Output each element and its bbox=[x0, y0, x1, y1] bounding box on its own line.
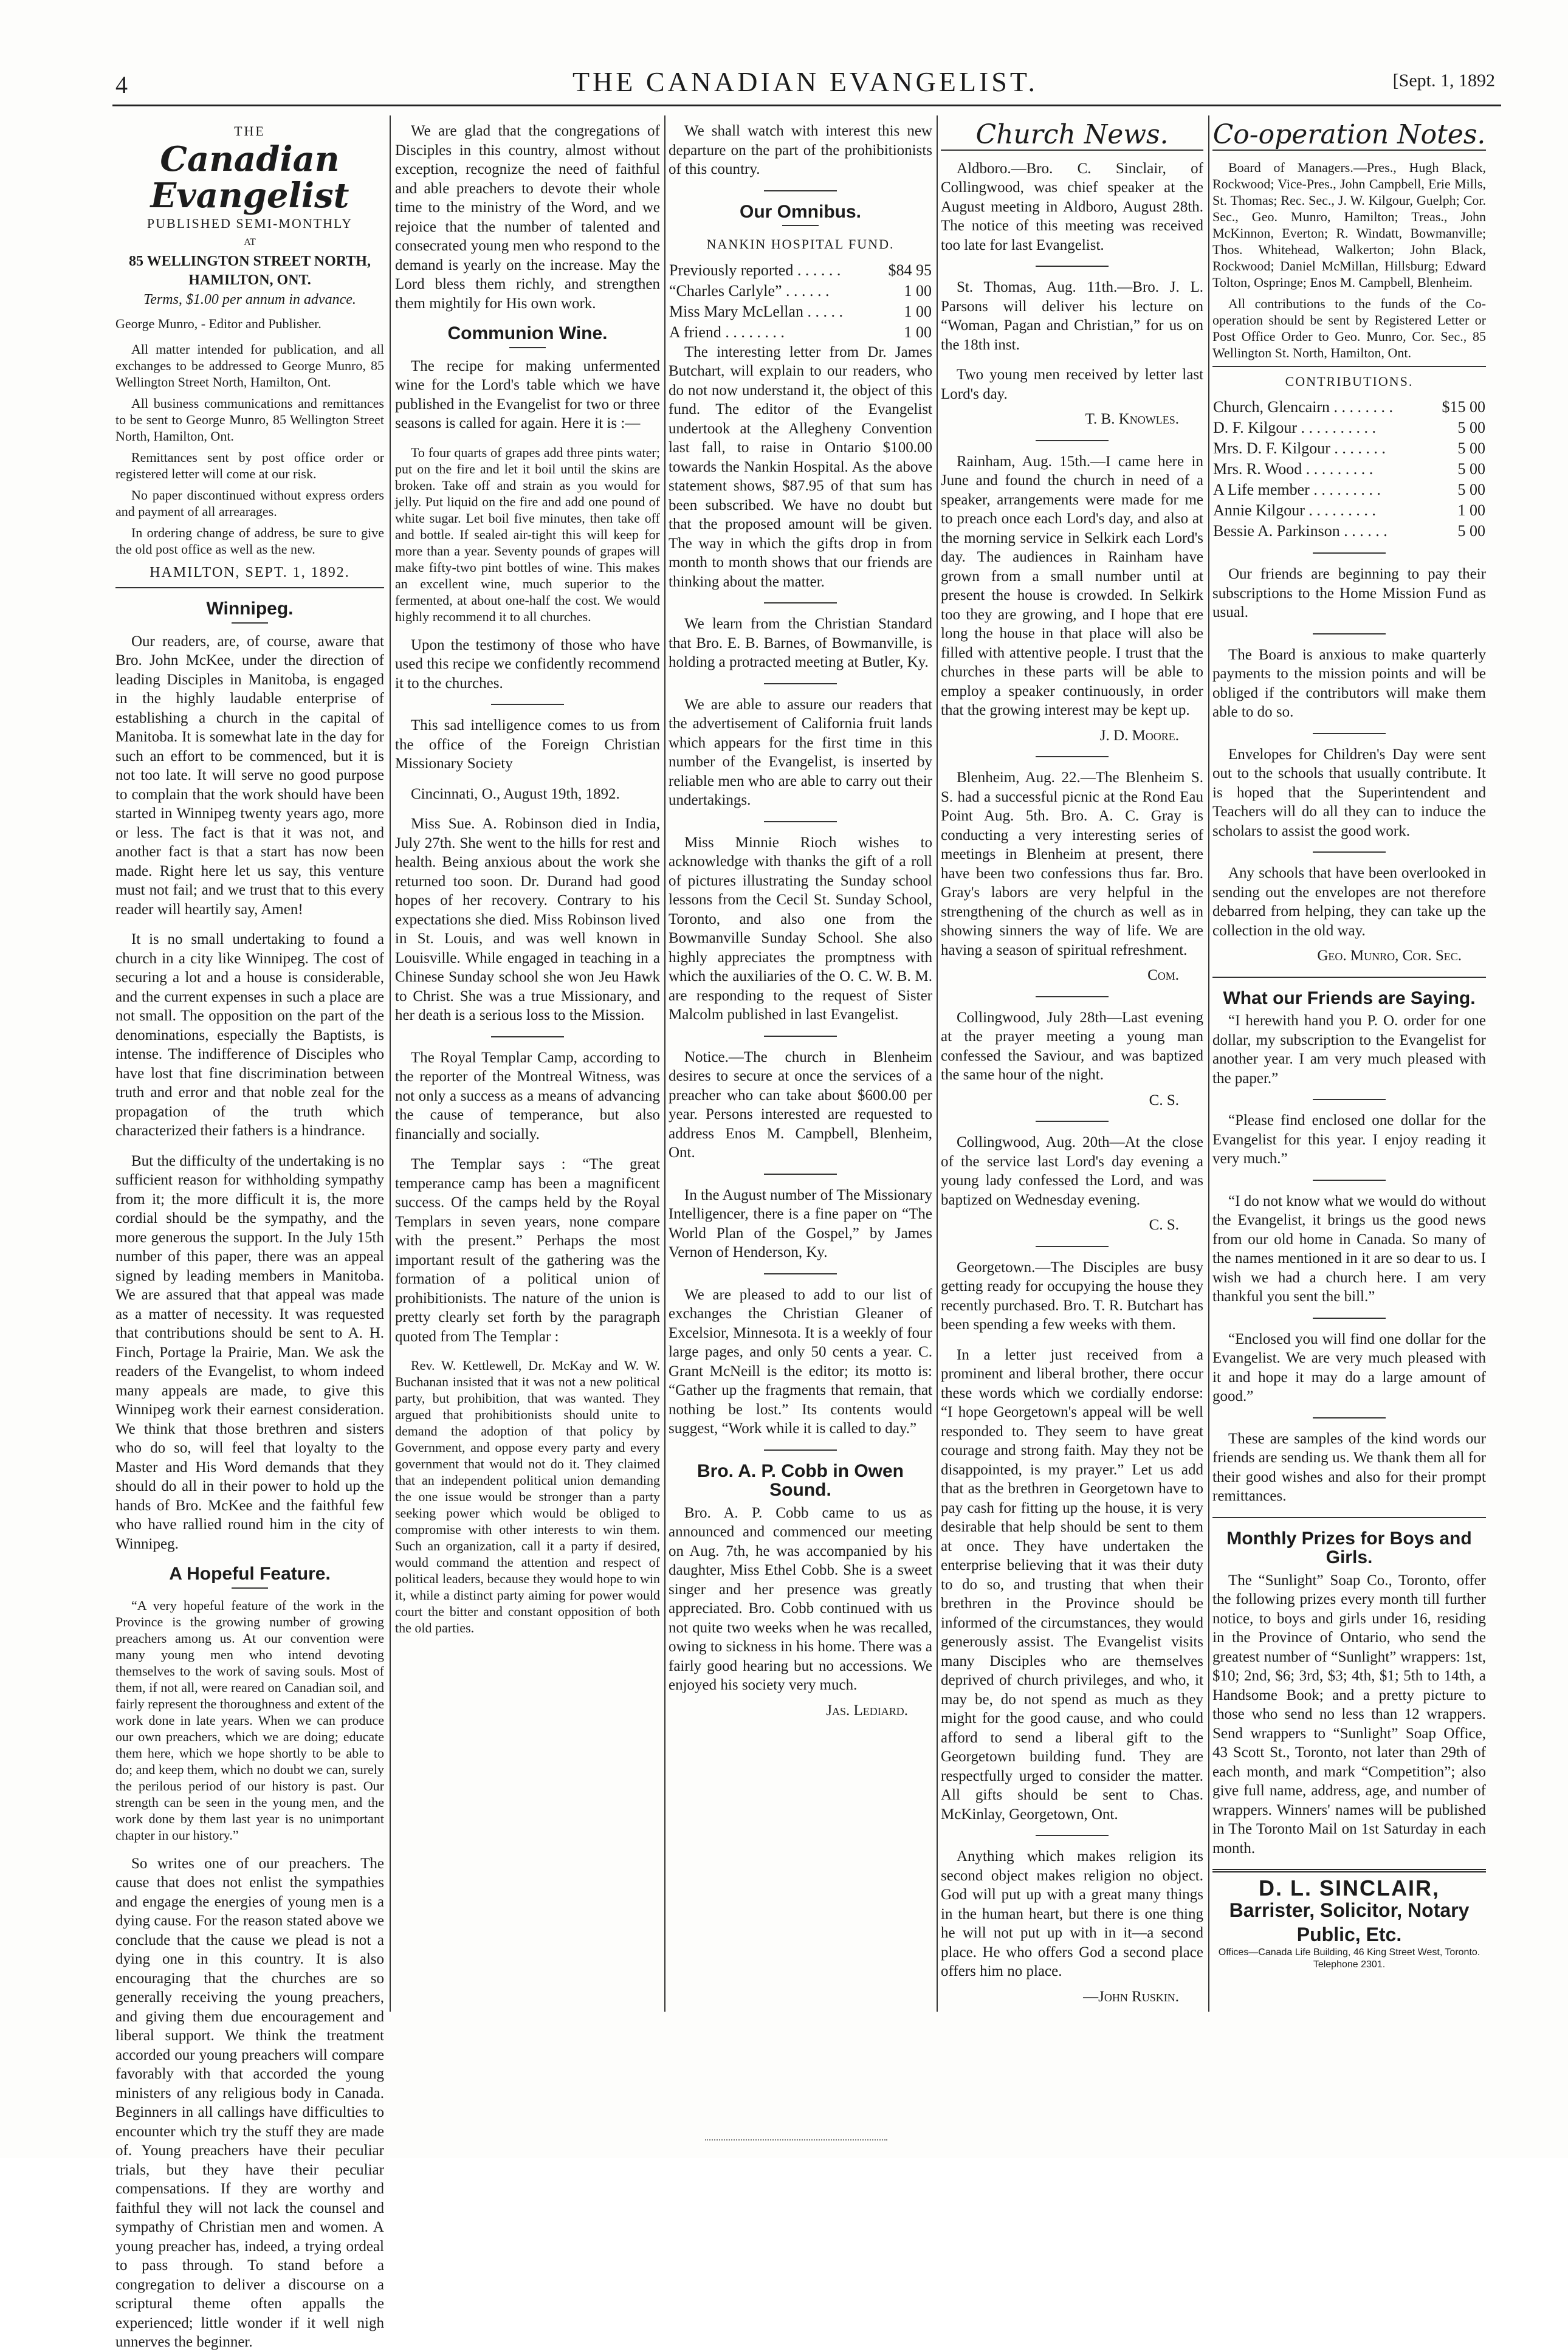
divider bbox=[1036, 1121, 1109, 1122]
paragraph: This sad intelligence comes to us from the office of the Foreign Christian Missionary Society bbox=[395, 717, 660, 772]
divider bbox=[491, 1036, 564, 1037]
news-item: In a letter just received from a prominent and liberal brother, there occur these words which we cordially endorse: “I hope Georgetown's appeal will be well responded to. They seem to have great courage and strong faith. May they not be disappointed, is my prayer.” Let us add that as the brethren in Georgetown have to pay cash for fitting up the house, it is very desirable that help should be sent to them at once. They have undertaken the enterprise believing that it was their duty to do so, and trusting that when their brethren in the Province should be informed of the circumstances, they would generously assist. The Evangelist visits many Disciples who are themselves deprived of church privileges, and who, it may be, do not spend as much as they might for the good cause, and who could afford to send a liberal gift to the Georgetown building fund. They are respectfully urged to consider the matter. All gifts should be sent to Chas. McKinlay, Georgetown, Ont. bbox=[941, 1346, 1203, 1823]
ad-line: Public, Etc. bbox=[1296, 1923, 1402, 1945]
table-row bbox=[669, 260, 932, 281]
fund-label: “Charles Carlyle” . . . . . . bbox=[669, 281, 830, 300]
paragraph: Our readers, are, of course, aware that Bro. John McKee, under the direction of leading Disciples in Manitoba, is engaged in the highly laudable enterprise of establishing a church in the capital of Manitoba. It is somewhat late in the day for such an effort to be commenced, but it is not too late. It will serve no good purpose to complain that the work should have been started in Winnipeg twenty years ago, more or less. The fact is that it was not, and another fact is that a start has now been made. Right here let us say, this venture must not fail; and we trust that to this every reader will heartily say, Amen! bbox=[115, 633, 384, 918]
quote-paragraph: Rev. W. Kettlewell, Dr. McKay and W. W. Buchanan insisted that it was not a new political party, but prohibition, that was wanted. They argued that prohibitionists should unite to demand the adoption of that policy by Government, and oppose every party and every government that would not do it. They claimed that an independent political union demanding the one issue would be stronger than a party seeking power which would be obliged to compromise with other interests to win them. Such an organization, call it a party if desired, would command the attention and respect of political leaders, because they would hope to win it, while a distinct party aiming for power would court the bitter and constant opposition of both the old parties. bbox=[395, 1358, 660, 1635]
contrib-amount: 1 00 bbox=[1457, 501, 1485, 519]
news-item: St. Thomas, Aug. 11th.—Bro. J. L. Parsons will deliver his lecture on “Woman, Pagan and Christian,” for us on the 18th inst. bbox=[941, 279, 1203, 353]
paragraph: But the difficulty of the undertaking is no sufficient reason for withholding sympathy from it; the more difficult it is, the more cordial should be the sympathy, and the more generous the support. In the July 15th number of this paper, there was an appeal signed by leading members in Manitoba. We are assured that that appeal was made as a matter of necessity. It was requested that contributions should be sent to A. H. Finch, Portage la Prairie, Man. We ask the readers of the Evangelist, to whom indeed many appeals are made, to give this Winnipeg work their earnest consideration. We think that those brethren and sisters who do so, will feel that loyalty to the Master and His Word demands that they should do all in their power to hold up the hands of Bro. McKee and the faithful few who have rallied round him in the city of Winnipeg. bbox=[115, 1152, 384, 1552]
recipe-paragraph: To four quarts of grapes add three pints water; put on the fire and let it boil until the skins are broken. Take off and strain as you would for jelly. Put liquid on the fire and add one pound of white sugar. Let boil five minutes, then take off and bottle. If sealed air-tight this will keep for more than a year. Seventy pounds of grapes will make fifty-two pint bottles of wine. This makes an excellent wine, much superior to the fermented, at about one-half the cost. We would highly recommend it to all churches. bbox=[395, 444, 660, 624]
fund-amount: $84 95 bbox=[888, 261, 932, 279]
notice: All business communications and remittances to be sent to George Munro, 85 Wellington Street North, Hamilton, Ont. bbox=[115, 395, 384, 444]
advertisement-sinclair bbox=[1212, 1869, 1486, 1971]
paragraph: The Royal Templar Camp, according to the reporter of the Montreal Witness, was not only a success as a means of advancing the cause of temperance, but also financially and socially. bbox=[395, 1049, 660, 1143]
divider bbox=[509, 347, 546, 348]
divider bbox=[1036, 756, 1109, 757]
paragraph: We are pleased to add to our list of exchanges the Christian Gleaner of Excelsior, Minnesota. It is a weekly of four large pages, and only 50 cents a year. C. Grant McNeill is the editor; its motto is: “Gather up the fragments that remain, that nothing be lost.” Its contents would suggest, “Work while it is called to day.” bbox=[669, 1286, 932, 1437]
divider bbox=[764, 1174, 837, 1175]
board-notice bbox=[1212, 159, 1486, 361]
divider bbox=[232, 1587, 268, 1589]
section-title-church-news: Church News. bbox=[941, 125, 1203, 151]
news-item: Two young men received by letter last Lord's day. bbox=[941, 366, 1203, 402]
masthead-address: 85 WELLINGTON STREET NORTH, HAMILTON, ONT. bbox=[129, 253, 371, 288]
table-row bbox=[1212, 418, 1486, 438]
paragraph: The “Sunlight” Soap Co., Toronto, offer the following prizes every month till further notice, to boys and girls under 16, residing in the Province of Ontario, who send the greatest number of “Sunlight” wrappers: 1st, $10; 2nd, $6; 3rd, $3; 4th, $1; 5th to 14th, a Handsome Book; and a pretty picture to those who send no less than 12 wrappers. Send wrappers to “Sunlight” Soap Office, 43 Scott St., Toronto, not later than 29th of each month, and mark “Competition”; also give full name, address, age, and number of wrappers. Winners' names will be published in The Toronto Mail on 1st Saturday in each month. bbox=[1212, 1572, 1486, 1857]
contributions-title: CONTRIBUTIONS. bbox=[1285, 373, 1414, 389]
table-row bbox=[1212, 397, 1486, 418]
divider bbox=[764, 1273, 837, 1274]
news-item: Blenheim, Aug. 22.—The Blenheim S. S. had a successful picnic at the Rond Eau Point Aug. 5th. Bro. A. C. Gray is conducting a very interesting series of meetings in Blenheim at present, there have been two confessions thus far. Bro. Gray's labors are very helpful in the strengthening of the church as well as in showing sinners the way of life. We are having a season of spiritual refreshment. bbox=[941, 769, 1203, 958]
fund-label: A friend . . . . . . . . bbox=[669, 323, 785, 341]
paragraph: So writes one of our preachers. The cause that does not enlist the sympathies and engage the energies of young men is a dying cause. For the reason stated above we conclude that the cause we plead is not a dying one in this country. It is also encouraging that the churches are so generally receiving the young preachers, and giving them due encouragement and liberal support. We think the treatment accorded our young preachers will compare favorably with that accorded the young ministers of any religious body in Canada. Beginners in all callings have difficulties to encounter which try the stuff they are made of. Young preachers have their peculiar trials, but they have their peculiar compensations. If they are worthy and faithful they will not lack the counsel and sympathy of Christian men and women. A young preacher has, indeed, a trying ordeal to pass through. To stand before a congregation to deliver a discourse on a scriptural theme often appalls the experienced; little wonder if it well nigh unnerves the beginner. bbox=[115, 1855, 384, 2350]
article-title-omnibus: Our Omnibus. bbox=[739, 201, 861, 222]
fund-label: Miss Mary McLellan . . . . . bbox=[669, 302, 843, 320]
news-item: Collingwood, July 28th—Last evening at the prayer meeting a young man confessed the Saviour, and was baptized the same hour of the night. bbox=[941, 1009, 1203, 1083]
quote-paragraph: “Please find enclosed one dollar for the Evangelist for this year. I enjoy reading it very much.” bbox=[1212, 1112, 1486, 1167]
table-row bbox=[1212, 459, 1486, 480]
paragraph: We shall watch with interest this new departure on the part of the prohibitionists of this country. bbox=[669, 123, 932, 177]
table-row bbox=[669, 281, 932, 301]
divider bbox=[1313, 552, 1386, 554]
ad-name: D. L. SINCLAIR, bbox=[1259, 1876, 1440, 1900]
article-title-cobb: Bro. A. P. Cobb in Owen Sound. bbox=[696, 1460, 904, 1500]
fund-amount: 1 00 bbox=[904, 323, 932, 341]
divider bbox=[764, 190, 837, 191]
contrib-label: A Life member . . . . . . . . . bbox=[1213, 481, 1381, 498]
paragraph: In the August number of The Missionary Intelligencer, there is a fine paper on “The World Plan of the Gospel,” by James Vernon of Henderson, Ky. bbox=[669, 1186, 932, 1260]
column-divider bbox=[390, 115, 391, 2012]
signature: T. B. Knowles. bbox=[1085, 411, 1179, 427]
column-divider bbox=[664, 115, 665, 2012]
contrib-amount: 5 00 bbox=[1457, 419, 1485, 436]
article-title-prizes: Monthly Prizes for Boys and Girls. bbox=[1226, 1528, 1472, 1567]
table-row bbox=[1212, 480, 1486, 500]
table-row bbox=[1212, 521, 1486, 542]
divider bbox=[491, 704, 564, 705]
notice: Remittances sent by post office order or registered letter will come at our risk. bbox=[115, 449, 384, 481]
editorial-dateline: HAMILTON, SEPT. 1, 1892. bbox=[150, 564, 350, 580]
header-rule bbox=[112, 105, 1501, 106]
paragraph: Miss Minnie Rioch wishes to acknowledge with thanks the gift of a roll of pictures illustrating the Sunday school lessons from the Cecil St. Sunday School, Toronto, and also one from the Bowmanville Sunday School. She also highly appreciates the promptness with which the auxiliaries of the O. C. W. B. M. are responding to the request of Sister Malcolm published in last Evangelist. bbox=[669, 834, 932, 1023]
article-title-communion: Communion Wine. bbox=[447, 323, 608, 343]
divider bbox=[1313, 1099, 1386, 1100]
news-item: Collingwood, Aug. 20th—At the close of the service last Lord's day evening a young lady confessed the Lord, and was baptized on Wednesday evening. bbox=[941, 1134, 1203, 1208]
contrib-amount: 5 00 bbox=[1457, 439, 1485, 457]
paragraph: Envelopes for Children's Day were sent out to the schools that usually contribute. It is hoped that the Superintendent and Teachers will do all they can to induce the scholars to assist the good work. bbox=[1212, 746, 1486, 839]
paragraph: Any schools that have been overlooked in sending out the envelopes are not therefore debarred from helping, they can take up the collection in the old way. bbox=[1212, 865, 1486, 939]
divider bbox=[115, 587, 384, 588]
masthead-notices bbox=[115, 341, 384, 557]
paragraph: Upon the testimony of those who have used this recipe we confidently recommend it to the churches. bbox=[395, 636, 660, 692]
divider bbox=[1313, 733, 1386, 734]
paragraph: The Board is anxious to make quarterly payments to the mission points and will be obliged if the contributors will make them able to do so. bbox=[1212, 646, 1486, 720]
contrib-label: D. F. Kilgour . . . . . . . . . . bbox=[1213, 419, 1377, 436]
paragraph: It is no small undertaking to found a church in a city like Winnipeg. The cost of securing a lot and a house is considerable, and the current expenses in such a place are not small. The opposition on the part of the denominations, especially the Baptists, is intense. The indifference of Disciples who have lost that fine discrimination between truth and error and that noble zeal for the propagation of the truth which characterized their fathers is a hindrance. bbox=[115, 931, 384, 1139]
signature: —John Ruskin. bbox=[1083, 1988, 1179, 2005]
quote-paragraph: “I do not know what we would do without the Evangelist, it brings us the good news from our old home in Canada. So many of the names mentioned in it are so dear to us. I wish we had a church here. I am very thankful you sent the bill.” bbox=[1212, 1192, 1486, 1305]
paragraph: Miss Sue. A. Robinson died in India, July 27th. She went to the hills for rest and health. Being anxious about the work she returned too soon. Dr. Durand had good hopes of her recovery. Contrary to his expectations she died. Miss Robinson lived in St. Louis, and was well known in Louisville. While engaged in teaching in a Chinese Sunday school she won Jeu Hawk to Christ. She was a true Missionary, and her death is a serious loss to the Mission. bbox=[395, 816, 660, 1023]
bottom-margin-mark bbox=[705, 2139, 887, 2144]
paragraph: The Templar says : “The great temperance camp has been a magnificent success. Of the camps held by the Royal Templars in seven years, none compare with the present.” Perhaps the most important result of the gathering was the formation of a political union of prohibitionists. The nature of the union is pretty clearly set forth by the paragraph quoted from The Templar : bbox=[395, 1156, 660, 1345]
signature: Geo. Munro, Cor. Sec. bbox=[1317, 947, 1462, 964]
contrib-label: Church, Glencairn . . . . . . . . bbox=[1213, 398, 1394, 416]
fund-amount: 1 00 bbox=[904, 302, 932, 320]
signature: J. D. Moore. bbox=[1099, 727, 1179, 744]
signature: Jas. Lediard. bbox=[826, 1702, 908, 1719]
divider bbox=[764, 602, 837, 603]
paragraph: The interesting letter from Dr. James Butchart, will explain to our readers, who do not now understand it, the object of this fund. The editor of the Evangelist undertook at the Allegheny Convention last fall, to raise in Ontario $100.00 towards the Nankin Hospital. As the above statement shows, $87.95 of that sum has been subscribed. We have no doubt but that the proposed amount will be given. The way in which the gifts drop in from month to month shows that our friends are thinking about the matter. bbox=[669, 343, 932, 590]
contrib-label: Mrs. D. F. Kilgour . . . . . . . bbox=[1213, 439, 1386, 457]
column-1 bbox=[115, 122, 384, 2350]
column-5 bbox=[1212, 119, 1486, 2115]
signature: Com. bbox=[1147, 967, 1179, 983]
divider bbox=[1212, 1517, 1486, 1518]
board-note: All contributions to the funds of the Co-operation should be sent by Registered Letter or Post Office Order to Geo. Munro, Cor. Sec., 85 Wellington St. North, Hamilton, Ont. bbox=[1212, 295, 1486, 360]
table-row bbox=[669, 322, 932, 343]
paragraph: We are able to assure our readers that the advertisement of California fruit lands which appears for the first time in this number of the Evangelist, is inserted by reliable men who are able to carry out their undertakings. bbox=[669, 696, 932, 808]
divider bbox=[764, 821, 837, 822]
quote-paragraph: “I herewith hand you P. O. order for one dollar, my subscription to the Evangelist for another year. I am very much pleased with the paper.” bbox=[1212, 1013, 1486, 1087]
article-title-friends: What our Friends are Saying. bbox=[1223, 988, 1476, 1008]
masthead-subtitle: PUBLISHED SEMI-MONTHLY bbox=[146, 215, 353, 231]
divider bbox=[764, 1449, 837, 1451]
masthead-editor: George Munro, - Editor and Publisher. bbox=[115, 316, 322, 331]
table-row bbox=[1212, 438, 1486, 459]
paragraph: The recipe for making unfermented wine for the Lord's table which we have published in the Evangelist for two or three seasons is called for again. Here it is :— bbox=[395, 357, 660, 432]
notice: No paper discontinued without express orders and payment of all arrearages. bbox=[115, 487, 384, 519]
column-divider bbox=[937, 115, 938, 2012]
column-4 bbox=[941, 119, 1203, 2115]
quote-paragraph: “A very hopeful feature of the work in the Province is the growing number of growing preachers among us. At our convention were many young men who intend devoting themselves to the work of saving souls. Most of them, if not all, were reared on Canadian soil, and fairly represent the thoroughness and extent of the work done in late years. When we can produce our own preachers, which we are doing; educate them here, which we hope shortly to be able to do; and keep them, which no doubt we can, surely the perilous period of our history is past. Our strength can be seen in the young men, and the work done by them last year is no unimportant chapter in our history.” bbox=[115, 1597, 384, 1843]
divider bbox=[1313, 633, 1386, 634]
contrib-label: Bessie A. Parkinson . . . . . . bbox=[1213, 522, 1387, 540]
section-title-cooperation: Co-operation Notes. bbox=[1212, 119, 1486, 150]
masthead-name: Canadian Evangelist bbox=[150, 139, 349, 216]
paragraph: Notice.—The church in Blenheim desires to secure at once the services of a preacher who can take about $600.00 per year. Persons interested are requested to address Enos M. Campbell, Blenheim, Ont. bbox=[669, 1048, 932, 1161]
page-number: 4 bbox=[115, 71, 128, 98]
divider bbox=[1313, 1318, 1386, 1319]
paragraph: We learn from the Christian Standard that Bro. E. B. Barnes, of Bowmanville, is holding a protracted meeting at Butler, Ky. bbox=[669, 616, 932, 670]
contrib-amount: 5 00 bbox=[1457, 481, 1485, 498]
divider bbox=[1036, 1246, 1109, 1247]
divider bbox=[1313, 1417, 1386, 1418]
fund-label: Previously reported . . . . . . bbox=[669, 261, 841, 279]
news-item: Aldboro.—Bro. C. Sinclair, of Collingwood, was chief speaker at the August meeting in Aldboro, August 28th. The notice of this meeting was received too late for last Evangelist. bbox=[941, 160, 1203, 253]
issue-date: [Sept. 1, 1892 bbox=[1392, 70, 1495, 91]
dateline: Cincinnati, O., August 19th, 1892. bbox=[411, 785, 620, 802]
divider bbox=[1212, 366, 1486, 367]
divider bbox=[782, 225, 819, 226]
paragraph: Our friends are beginning to pay their subscriptions to the Home Mission Fund as usual. bbox=[1212, 566, 1486, 621]
column-3 bbox=[669, 122, 932, 2115]
table-row bbox=[1212, 500, 1486, 521]
divider bbox=[1036, 996, 1109, 997]
ad-line: Barrister, Solicitor, Notary bbox=[1229, 1899, 1470, 1921]
notice: In ordering change of address, be sure to give the old post office as well as the new. bbox=[115, 524, 384, 557]
quote-paragraph: “Enclosed you will find one dollar for the Evangelist. We are very much pleased with it and hope it may do a large amount of good.” bbox=[1212, 1330, 1486, 1405]
table-row bbox=[669, 301, 932, 322]
masthead-terms: Terms, $1.00 per annum in advance. bbox=[143, 291, 356, 308]
contrib-label: Annie Kilgour . . . . . . . . . bbox=[1213, 501, 1376, 519]
notice: All matter intended for publication, and all exchanges to be addressed to George Munro, 85 Wellington Street North, Hamilton, Ont. bbox=[115, 341, 384, 390]
divider bbox=[1212, 977, 1486, 978]
news-item: Georgetown.—The Disciples are busy getting ready for occupying the house they recently purchased. Bro. T. R. Butchart has been spending a few weeks with them. bbox=[941, 1259, 1203, 1333]
paragraph: These are samples of the kind words our friends are sending us. We thank them all for their good wishes and also for their prompt remittances. bbox=[1212, 1430, 1486, 1504]
ad-office: Offices—Canada Life Building, 46 King Street West, Toronto. Telephone 2301. bbox=[1218, 1947, 1480, 1970]
divider bbox=[1036, 440, 1109, 441]
board-list: Board of Managers.—Pres., Hugh Black, Rockwood; Vice-Pres., John Campbell, Erie Mills, St. Thomas; Rec. Sec., J. W. Kilgour, Guelph; Cor. Sec., Geo. Munro, Hamilton; Treas., John McKinnon, Everton; R. Windatt, Bowmanville; Thos. Whitehead, Walkerton; John Black, Rockwood; Daniel McMillan, Hillsburg; Edward Tolton, Ospringe; Enos M. Campbell, Blenheim. bbox=[1212, 159, 1486, 290]
column-divider bbox=[1208, 115, 1209, 2012]
divider bbox=[764, 1036, 837, 1037]
article-title-winnipeg: Winnipeg. bbox=[206, 599, 294, 619]
news-item: Anything which makes religion its second object makes religion no object. God will put up with a great many things in the human heart, but there is one thing he will not put up with in it—a second place. He who offers God a second place offers him no place. bbox=[941, 1848, 1203, 1979]
contrib-amount: 5 00 bbox=[1457, 460, 1485, 478]
signature: C. S. bbox=[1149, 1092, 1179, 1109]
masthead-the: THE bbox=[234, 123, 266, 139]
fund-title: NANKIN HOSPITAL FUND. bbox=[706, 236, 895, 252]
fund-table bbox=[669, 260, 932, 343]
divider bbox=[764, 683, 837, 684]
contrib-amount: $15 00 bbox=[1442, 398, 1485, 416]
contrib-label: Mrs. R. Wood . . . . . . . . . bbox=[1213, 460, 1374, 478]
divider bbox=[1313, 851, 1386, 853]
masthead-at: AT bbox=[244, 237, 256, 247]
paragraph: We are glad that the congregations of Disciples in this country, almost without exception, recognize the need of faithful and able preachers to devote their whole time to the ministry of the Word, and we rejoice that the number of talented and consecrated young men who respond to the demand is yearly on the increase. May the Lord bless them richly, and strengthen them mightily for His own work. bbox=[395, 123, 660, 312]
column-2 bbox=[395, 122, 660, 2115]
divider bbox=[1313, 1180, 1386, 1181]
article-title-hopeful: A Hopeful Feature. bbox=[169, 1564, 331, 1584]
contrib-amount: 5 00 bbox=[1457, 522, 1485, 540]
fund-amount: 1 00 bbox=[904, 281, 932, 300]
page-header bbox=[115, 53, 1495, 108]
newspaper-title: THE CANADIAN EVANGELIST. bbox=[572, 66, 1039, 97]
contributions-table bbox=[1212, 397, 1486, 542]
news-item: Rainham, Aug. 15th.—I came here in June and found the church in need of a speaker, arrangements were made for me to preach once each Lord's day, and also at the morning service in Selkirk each Lord's day. The audiences in Rainham have grown from a small number until at present the house is crowded. In Selkirk too they are growing, and I hope that ere long the house in that place will also be filled with attentive people. I trust that the churches in these parts will be able to employ a speaker continuously, in order that the growing interest may be kept up. bbox=[941, 453, 1203, 718]
signature: C. S. bbox=[1149, 1217, 1179, 1233]
divider bbox=[1036, 1835, 1109, 1836]
paragraph: Bro. A. P. Cobb came to us as announced and commenced our meeting on Aug. 7th, he was accompanied by his daughter, Miss Ethel Cobb. She is a sweet singer and her presence was greatly appreciated. Bro. Cobb continued with us not quite two weeks when he was recalled, owing to sickness in his home. There was a fairly good hearing but no accessions. We enjoyed his society very much. bbox=[669, 1504, 932, 1693]
divider bbox=[232, 622, 268, 624]
divider bbox=[1036, 266, 1109, 267]
